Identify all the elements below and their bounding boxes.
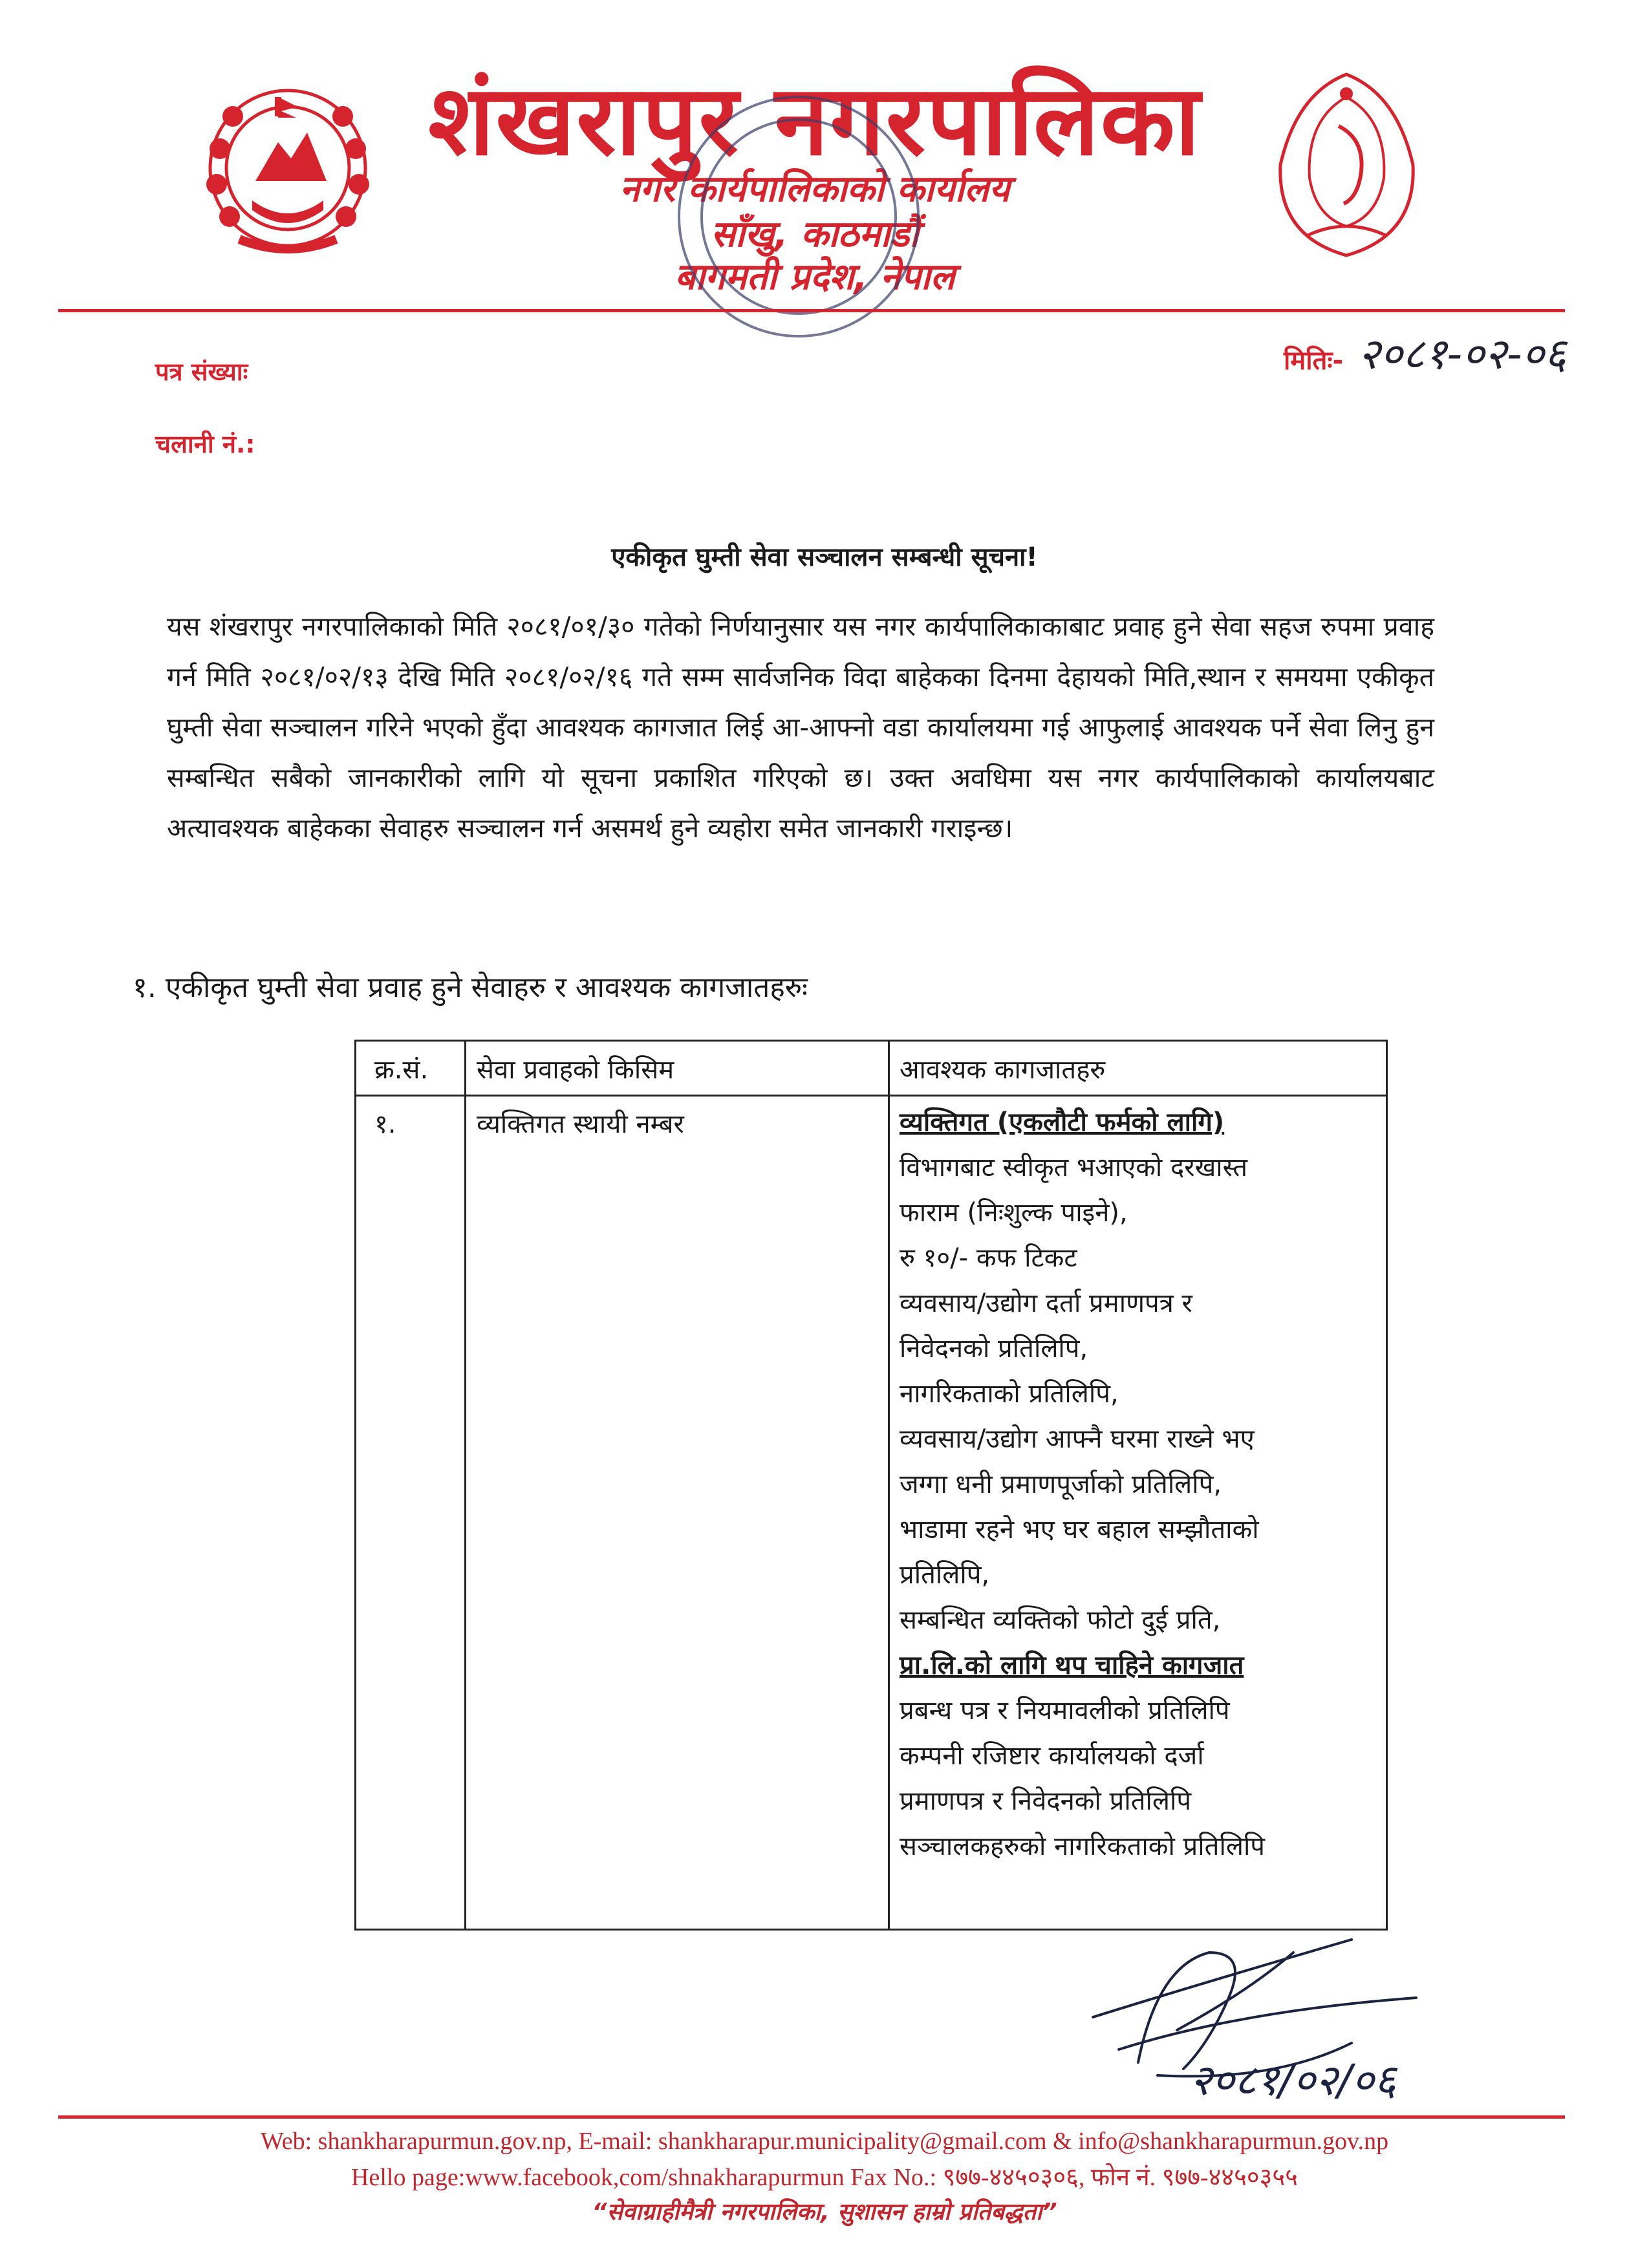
requirement-item: जग्गा धनी प्रमाणपूर्जाको प्रतिलिपि,: [900, 1470, 1222, 1499]
table-header-divider: [356, 1095, 1386, 1097]
table-row-service: व्यक्तिगत स्थायी नम्बर: [477, 1109, 684, 1139]
table-col-divider: [888, 1042, 890, 1929]
footer-slogan: “सेवाग्राहीमैत्री नगरपालिका, सुशासन हाम्रो प्रतिबद्धता”: [592, 2199, 1057, 2225]
requirement-item: सञ्चालकहरुको नागरिकताको प्रतिलिपि: [900, 1832, 1266, 1861]
table-header-service: सेवा प्रवाहको किसिम: [477, 1055, 674, 1085]
requirement-item: प्रबन्ध पत्र र नियमावलीको प्रतिलिपि: [900, 1696, 1230, 1726]
section-heading: १. एकीकृत घुम्ती सेवा प्रवाह हुने सेवाहरु र आवश्यक कागजातहरुः: [133, 971, 808, 1004]
municipality-title: शंखरापुर नगरपालिका: [428, 65, 1202, 177]
requirement-item: प्रतिलिपि,: [900, 1560, 990, 1590]
requirement-item: रु १०/- कफ टिकट: [900, 1243, 1077, 1273]
requirement-item: सम्बन्धित व्यक्तिको फोटो दुई प्रति,: [900, 1605, 1221, 1635]
office-name: नगर कार्यपालिकाको कार्यालय: [620, 168, 1010, 210]
office-location: साँखु, काठमाडौं: [711, 213, 919, 255]
requirement-item: भाडामा रहने भए घर बहाल सम्झौताको: [900, 1515, 1259, 1545]
nepal-emblem-icon: [194, 71, 382, 265]
office-stamp-icon: [647, 87, 951, 346]
table-col-divider: [464, 1042, 466, 1929]
footer-divider: [58, 2115, 1565, 2119]
signature-mark: [1080, 1914, 1442, 2108]
requirement-heading: प्रा.लि.को लागि थप चाहिने कागजात: [900, 1651, 1244, 1680]
signature-date: २०८१/०२/०६: [1190, 2055, 1397, 2105]
table-row-requirements: [900, 1100, 1378, 1869]
requirement-item: विभागबाट स्वीकृत भआएको दरखास्त: [900, 1153, 1248, 1182]
dispatch-number-label: चलानी नं.:: [155, 430, 255, 458]
table-header-sn: क्र.सं.: [374, 1055, 429, 1085]
letter-number-label: पत्र संख्याः: [155, 358, 248, 386]
requirement-heading: व्यक्तिगत (एकलौटी फर्मको लागि): [900, 1107, 1225, 1137]
office-province: बागमती प्रदेश, नेपाल: [674, 256, 955, 298]
date-label: मितिः-: [1284, 346, 1344, 376]
requirement-item: व्यवसाय/उद्योग आफ्नै घरमा राख्ने भए: [900, 1424, 1255, 1454]
table-row-sn: १.: [374, 1109, 396, 1139]
footer-contact-fax-phone: Hello page:www.facebook,com/shnakharapurmun Fax No.: ९७७-४४५०३०६, फोन नं. ९७७-४४५०३५५: [351, 2164, 1298, 2191]
handwritten-date: २०८१-०२-०६: [1358, 329, 1567, 379]
footer-contact-web-email: Web: shankharapurmun.gov.np, E-mail: shankharapur.municipality@gmail.com & info@shankharapurmun.gov.np: [260, 2128, 1389, 2155]
requirement-item: प्रमाणपत्र र निवेदनको प्रतिलिपि: [900, 1786, 1192, 1816]
notice-title: एकीकृत घुम्ती सेवा सञ्चालन सम्बन्धी सूचना!: [611, 542, 1038, 572]
header-divider: [58, 309, 1565, 312]
requirement-item: कम्पनी रजिष्टार कार्यालयको दर्जा: [900, 1741, 1204, 1771]
requirement-item: व्यवसाय/उद्योग दर्ता प्रमाणपत्र र: [900, 1289, 1192, 1318]
conch-emblem-icon: [1267, 68, 1426, 262]
notice-body: यस शंखरापुर नगरपालिकाको मिति २०८१/०१/३० गतेको निर्णयानुसार यस नगर कार्यपालिकाकाबाट प्रवाह हुने सेवा सहज रुपमा प्रवाह गर्न मिति २०८१/०२/१३ देखि मिति २०८१/०२/१६ गते सम्म सार्वजनिक विदा बाहेकका दिनमा देहायको मिति,स्थान र समयमा एकीकृत घुम्ती सेवा सञ्चालन गरिने भएको हुँदा आवश्यक कागजात लिई आ-आफ्नो वडा कार्यालयमा गई आफुलाई आवश्यक पर्ने सेवा लिनु हुन सम्बन्धित सबैको जानकारीको लागि यो सूचना प्रकाशित गरिएको छ। उक्त अवधिमा यस नगर कार्यपालिकाको कार्यालयबाट अत्यावश्यक बाहेकका सेवाहरु सञ्चालन गर्न असमर्थ हुने व्यहोरा समेत जानकारी गराइन्छ।: [167, 611, 1434, 844]
requirement-item: निवेदनको प्रतिलिपि,: [900, 1334, 1088, 1364]
requirements-table: [354, 1040, 1388, 1931]
requirement-item: नागरिकताको प्रतिलिपि,: [900, 1379, 1119, 1409]
table-header-documents: आवश्यक कागजातहरु: [900, 1055, 1106, 1085]
requirement-item: फाराम (निःशुल्क पाइने),: [900, 1198, 1128, 1228]
